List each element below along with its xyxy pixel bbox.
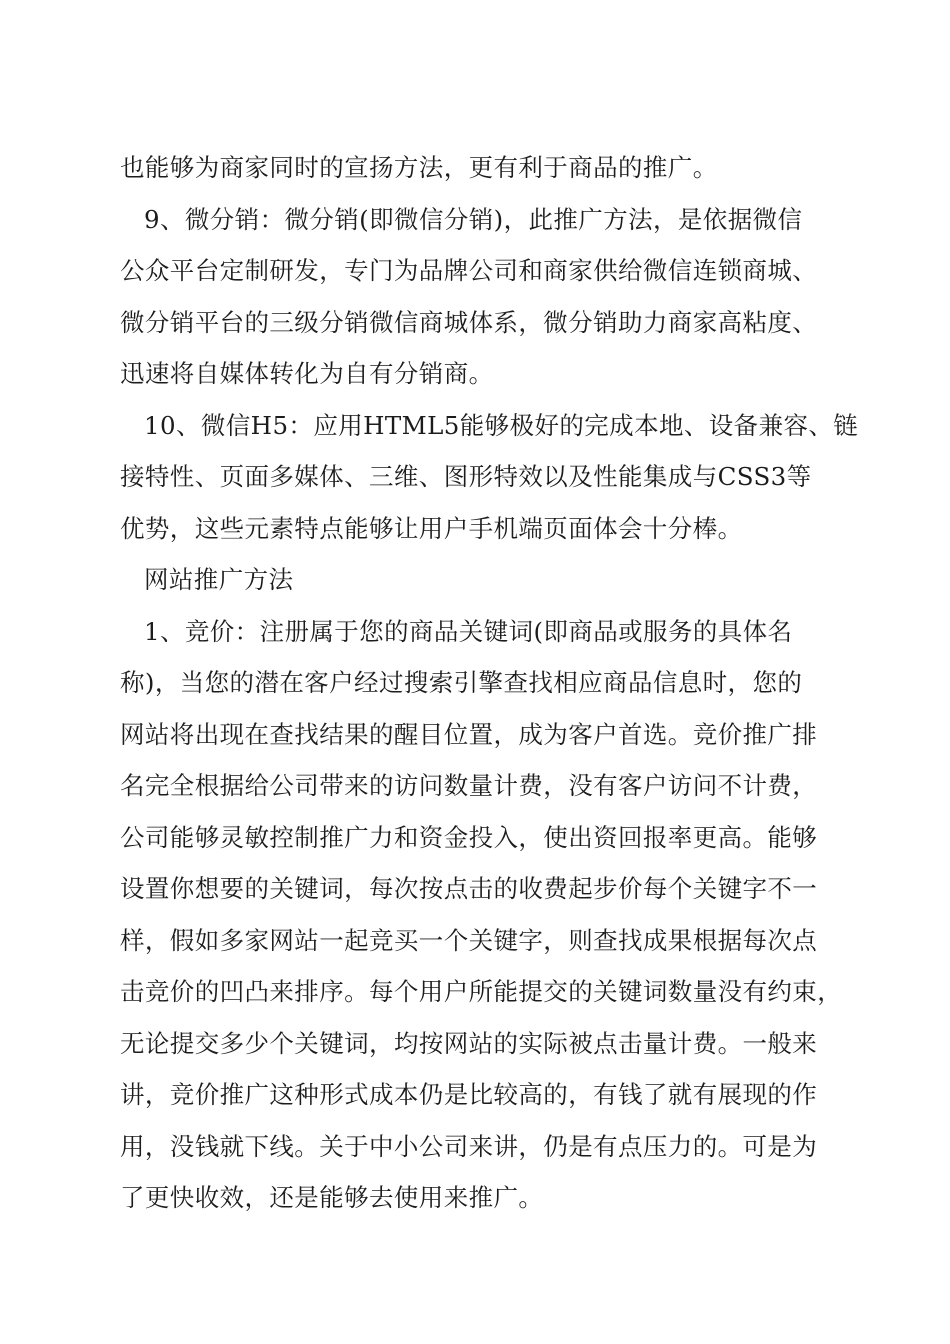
paragraph-1-start: 1、竞价：注册属于您的商品关键词(即商品或服务的具体名	[144, 616, 793, 646]
text-line: 称)，当您的潜在客户经过搜索引擎查找相应商品信息时，您的	[120, 668, 803, 697]
paragraph-10-start: 10、微信H5：应用HTML5能够极好的完成本地、设备兼容、链	[144, 410, 859, 440]
text-line: 微分销平台的三级分销微信商城体系，微分销助力商家高粘度、	[120, 307, 818, 337]
text-line: 无论提交多少个关键词，均按网站的实际被点击量计费。一般来	[120, 1028, 818, 1058]
text-line: 讲，竞价推广这种形式成本仍是比较高的，有钱了就有展现的作	[120, 1080, 818, 1109]
text-line: 样，假如多家网站一起竞买一个关键字，则查找成果根据每次点	[120, 925, 818, 955]
paragraph-9-start: 9、微分销：微分销(即微信分销)，此推广方法，是依据微信	[144, 204, 803, 234]
text-line: 接特性、页面多媒体、三维、图形特效以及性能集成与CSS3等	[120, 462, 812, 491]
text-line: 优势，这些元素特点能够让用户手机端页面体会十分棒。	[120, 513, 743, 543]
text-line: 网站将出现在查找结果的醒目位置，成为客户首选。竞价推广排	[120, 719, 818, 749]
text-line: 迅速将自媒体转化为自有分销商。	[120, 359, 494, 388]
text-line: 也能够为商家同时的宣扬方法，更有利于商品的推广。	[120, 153, 718, 182]
text-line: 名完全根据给公司带来的访问数量计费，没有客户访问不计费，	[120, 771, 818, 800]
text-line: 公司能够灵敏控制推广力和资金投入，使出资回报率更高。能够	[120, 822, 818, 852]
text-line: 击竞价的凹凸来排序。每个用户所能提交的关键词数量没有约束，	[120, 977, 843, 1006]
text-line: 设置你想要的关键词，每次按点击的收费起步价每个关键字不一	[120, 874, 818, 903]
document-body	[120, 148, 859, 1230]
text-line: 公众平台定制研发，专门为品牌公司和商家供给微信连锁商城、	[120, 256, 818, 285]
text-line: 用，没钱就下线。关于中小公司来讲，仍是有点压力的。可是为	[120, 1131, 818, 1161]
section-heading: 网站推广方法	[144, 565, 294, 594]
text-line: 了更快收效，还是能够去使用来推广。	[120, 1183, 544, 1212]
